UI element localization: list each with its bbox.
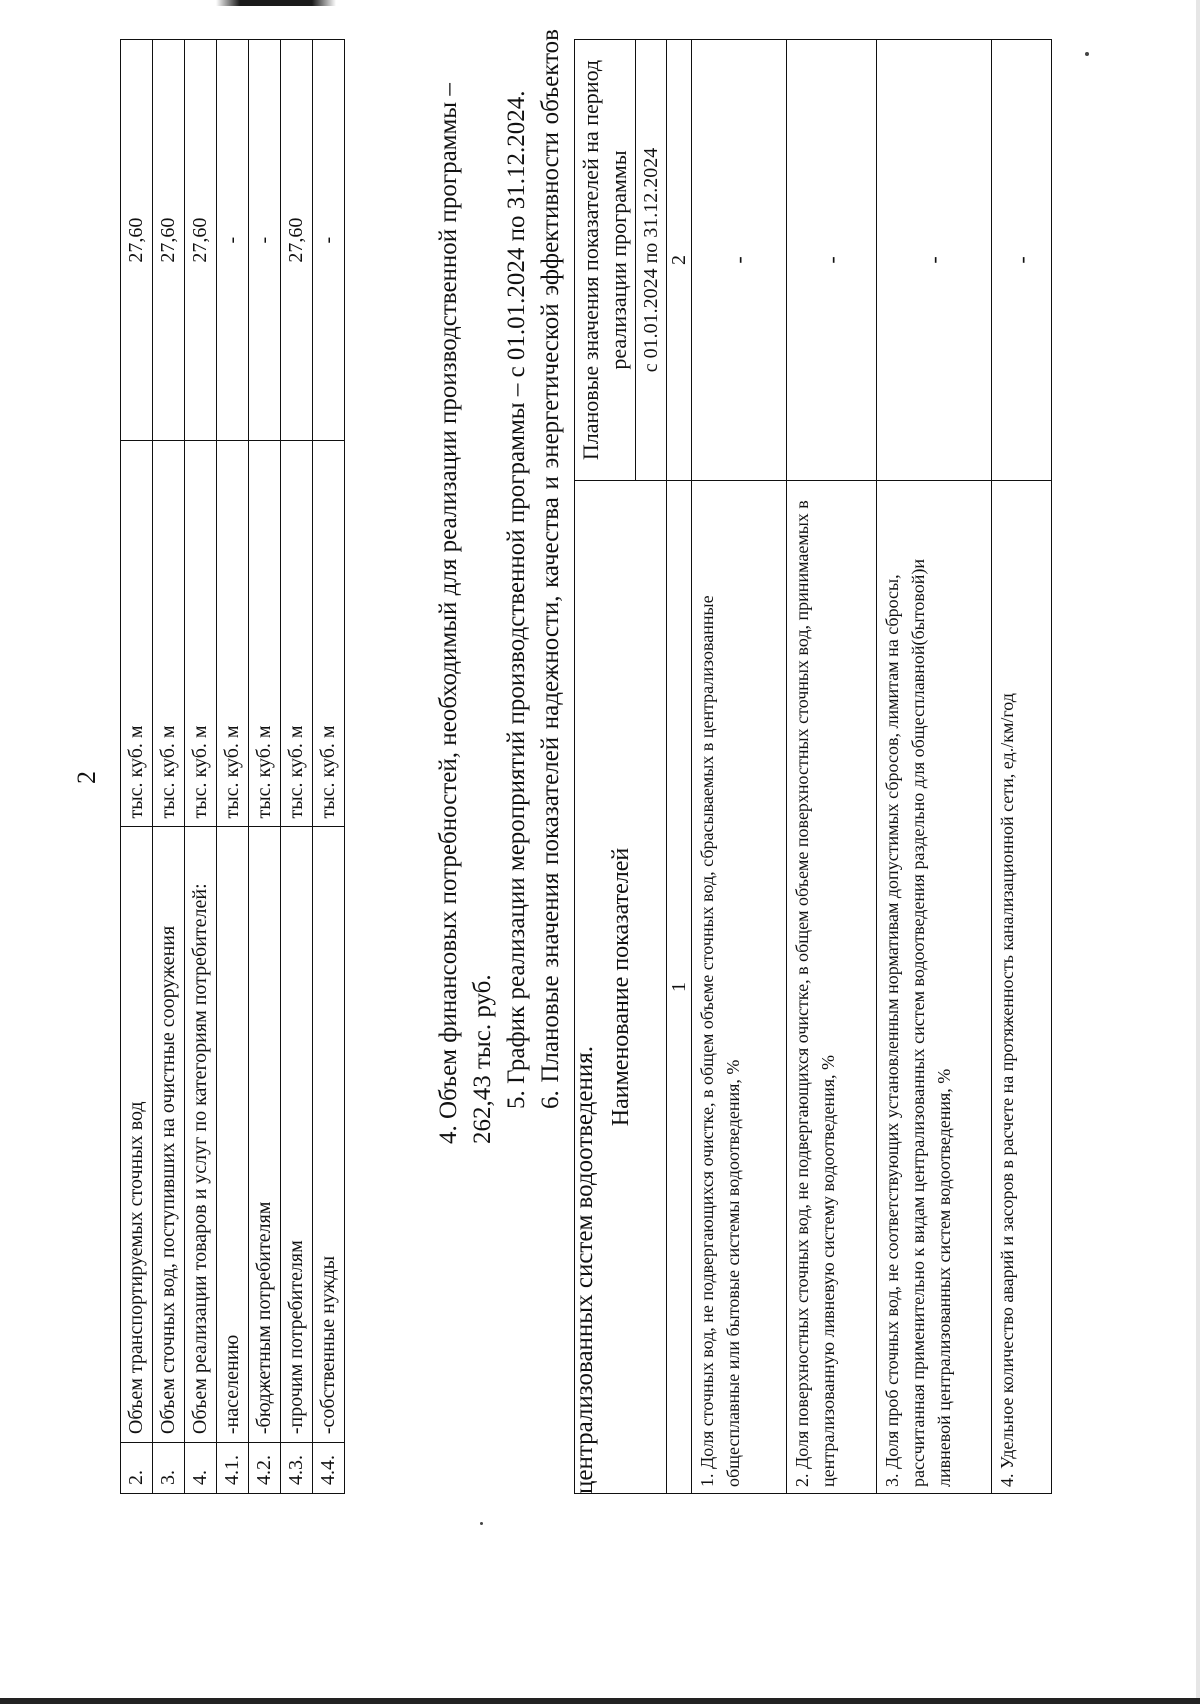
row-name: Объем сточных вод, поступивших на очистные сооружения <box>153 827 185 1443</box>
indicator-name: 3. Доля проб сточных вод, не соответствующих установленным нормативам допустимых сбросов, лимитам на сбросы, рассчитанная применительно к видам централизованных систем водоотведения раздельно для общесплавной(бытовой)и ливневой централизованных систем водоотведения, % <box>877 481 992 1494</box>
volumes-table <box>120 39 345 1494</box>
row-name: -прочим потребителям <box>281 827 313 1443</box>
indicators-table <box>574 39 1052 1494</box>
indicator-name: 2. Доля поверхностных сточных вод, не подвергающихся очистке, в общем объеме поверхностных сточных вод, принимаемых в централизованную ливневую систему водоотведения, % <box>787 481 877 1494</box>
indicator-name: 4. Удельное количество аварий и засоров в расчете на протяженность канализационной сети, ед./км/год <box>992 481 1052 1494</box>
row-unit: тыс. куб. м <box>153 441 185 827</box>
row-number: 4. <box>185 1443 217 1494</box>
paragraph-indicators-continuation: централизованных систем водоотведения. <box>571 1046 598 1494</box>
row-value: - <box>249 40 281 441</box>
row-value: 27,60 <box>153 40 185 441</box>
table-row <box>992 40 1052 1494</box>
row-number: 4.1. <box>217 1443 249 1494</box>
row-unit: тыс. куб. м <box>217 441 249 827</box>
indicator-value: - <box>692 40 787 481</box>
row-number: 2. <box>121 1443 153 1494</box>
row-name: -населению <box>217 827 249 1443</box>
table-row <box>121 40 153 1494</box>
row-value: 27,60 <box>121 40 153 441</box>
column-index-2: 2 <box>667 40 692 481</box>
header-plan-values: Плановые значения показателей на период реализации программы <box>575 40 636 481</box>
table-row <box>249 40 281 1494</box>
row-value: - <box>217 40 249 441</box>
table-row <box>787 40 877 1494</box>
indicator-name: 1. Доля сточных вод, не подвергающихся очистке, в общем объеме сточных вод, сбрасываемых в централизованные общесплавные или бытовые системы водоотведения, % <box>692 481 787 1494</box>
row-number: 4.4. <box>313 1443 345 1494</box>
column-index-1: 1 <box>667 481 692 1494</box>
indicator-value: - <box>787 40 877 481</box>
table-row <box>692 40 787 1494</box>
row-unit: тыс. куб. м <box>249 441 281 827</box>
row-unit: тыс. куб. м <box>281 441 313 827</box>
row-number: 3. <box>153 1443 185 1494</box>
row-value: 27,60 <box>185 40 217 441</box>
row-number: 4.2. <box>249 1443 281 1494</box>
row-name: -собственные нужды <box>313 827 345 1443</box>
paragraph-indicators: 6. Плановые значения показателей надежности, качества и энергетической эффективности объектов <box>537 29 564 1109</box>
indicator-value: - <box>877 40 992 481</box>
row-value: 27,60 <box>281 40 313 441</box>
row-value: - <box>313 40 345 441</box>
row-unit: тыс. куб. м <box>313 441 345 827</box>
table-row <box>877 40 992 1494</box>
table-row <box>217 40 249 1494</box>
page-number: 2 <box>72 771 101 784</box>
index-row <box>667 40 692 1494</box>
table-row <box>313 40 345 1494</box>
paragraph-financial-needs: 4. Объем финансовых потребностей, необходимый для реализации производственной программы – 262,43 тыс. руб. <box>435 83 496 1144</box>
indicator-value: - <box>992 40 1052 481</box>
header-period: с 01.01.2024 по 31.12.2024 <box>636 40 667 481</box>
row-name: Объем транспортируемых сточных вод <box>121 827 153 1443</box>
row-name: -бюджетным потребителям <box>249 827 281 1443</box>
header-indicator-name: Наименование показателей <box>575 481 667 1494</box>
row-number: 4.3. <box>281 1443 313 1494</box>
row-unit: тыс. куб. м <box>121 441 153 827</box>
table-row <box>185 40 217 1494</box>
table-row <box>281 40 313 1494</box>
table-row <box>153 40 185 1494</box>
header-row <box>575 40 636 1494</box>
row-name: Объем реализации товаров и услуг по категориям потребителей: <box>185 827 217 1443</box>
paragraph-schedule: 5. График реализации мероприятий производственной программы – с 01.01.2024 по 31.12.2024. <box>503 90 530 1109</box>
row-unit: тыс. куб. м <box>185 441 217 827</box>
